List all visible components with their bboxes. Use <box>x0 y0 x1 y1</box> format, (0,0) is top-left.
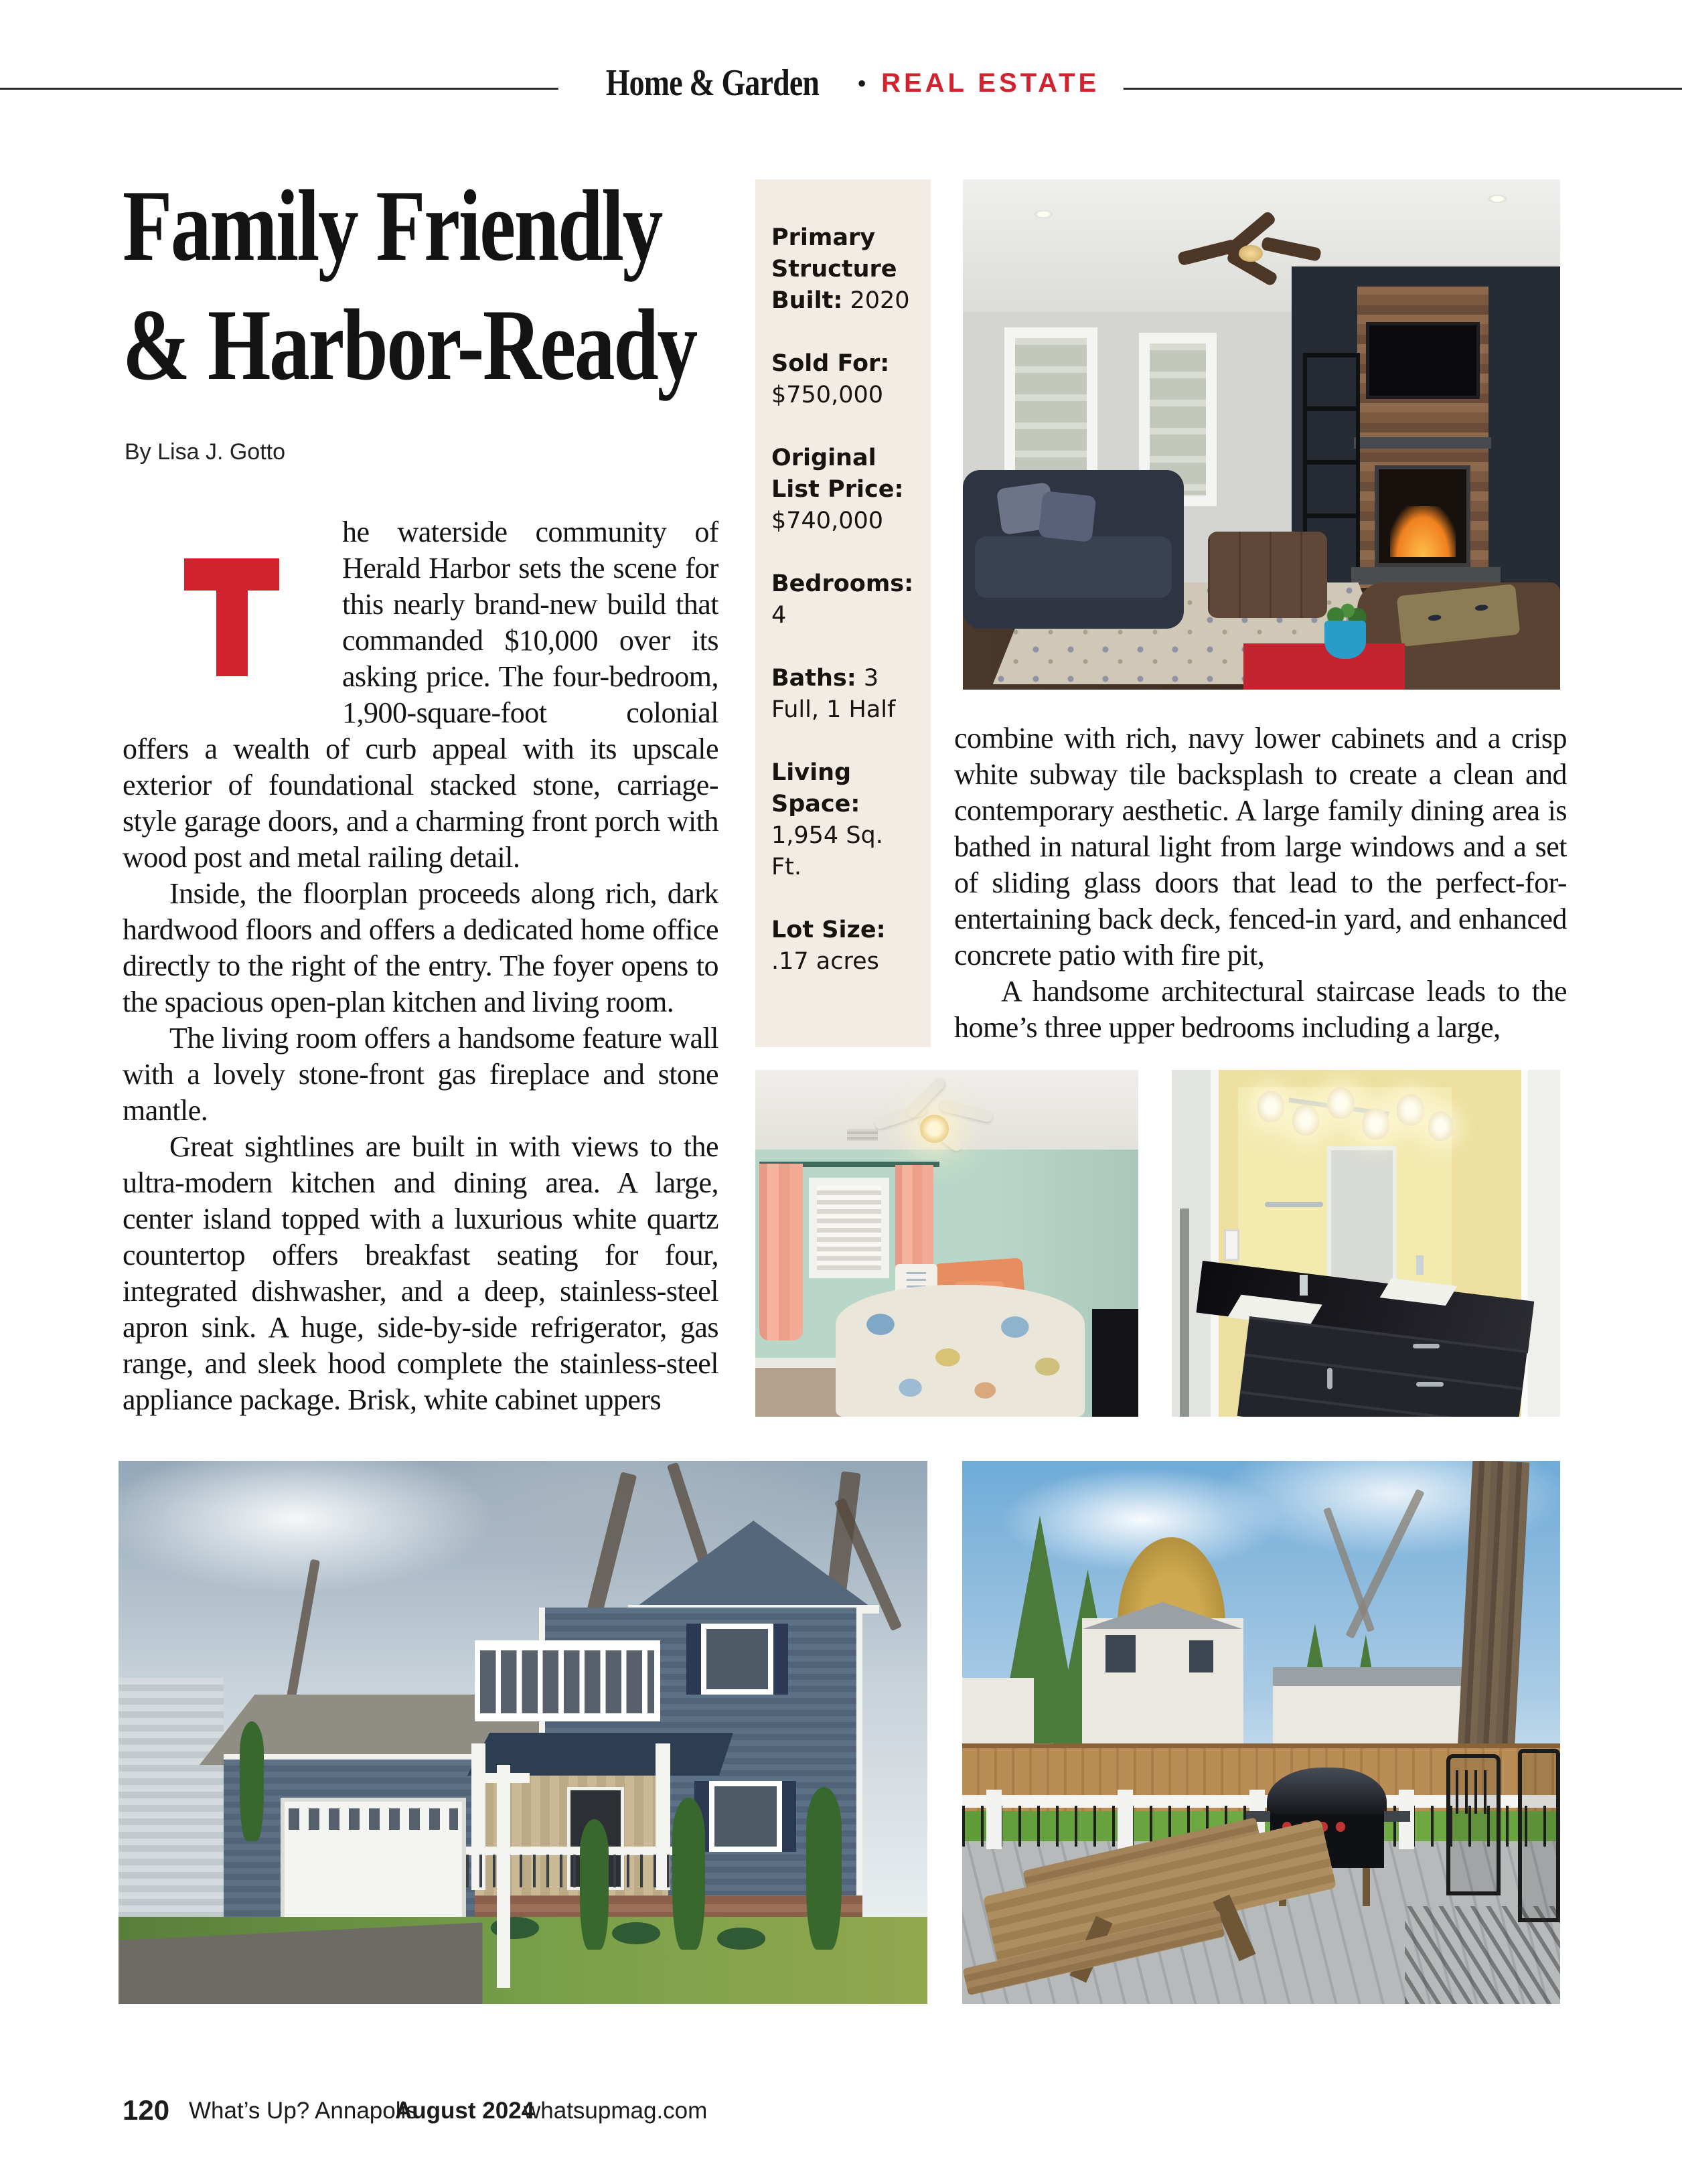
fire-glow <box>1390 506 1456 557</box>
grill-leg <box>1363 1868 1370 1906</box>
drawer-pull <box>1413 1344 1440 1348</box>
fan-light <box>1239 245 1263 262</box>
vanity-light <box>1257 1091 1285 1122</box>
bar-chair-back <box>1456 1770 1492 1814</box>
website: whatsupmag.com <box>524 2098 708 2124</box>
spec-lot-size: Lot Size: .17 acres <box>771 917 886 975</box>
bathroom-photo <box>1172 1070 1560 1417</box>
vanity-light <box>1292 1105 1320 1136</box>
tv <box>1366 322 1479 398</box>
sofa-cushion <box>975 536 1172 597</box>
vanity-light <box>1397 1094 1424 1125</box>
paragraph: Inside, the floorplan proceeds along rich, dark hardwood floors and offers a dedicated home office directly to the right of the entry. The foyer opens to the spacious open-plan kitchen and living room. <box>123 877 718 1018</box>
recessed-light <box>1488 195 1507 203</box>
door-pull <box>1327 1368 1332 1389</box>
living-room-photo <box>963 179 1560 690</box>
porch-roof <box>450 1733 733 1776</box>
header-rule-left <box>0 88 644 90</box>
backyard-deck-photo <box>962 1461 1560 2004</box>
house-exterior-photo <box>119 1461 927 2004</box>
issue-date: August 2024 <box>395 2098 535 2124</box>
grill-shelf <box>1384 1811 1410 1822</box>
vanity-light <box>1327 1087 1355 1119</box>
bed-floral-quilt <box>836 1285 1085 1417</box>
window <box>709 1781 782 1851</box>
baseboard <box>755 1358 840 1369</box>
category-label: REAL ESTATE <box>881 68 1100 98</box>
page-number: 120 <box>123 2094 170 2126</box>
towel-bar <box>1265 1202 1323 1207</box>
drop-cap <box>123 514 342 696</box>
evergreen <box>672 1798 704 1950</box>
door-frame-right <box>1521 1070 1560 1417</box>
separator-dot: • <box>857 68 867 98</box>
title-line-2: & Harbor-Ready <box>123 289 696 401</box>
window <box>701 1624 774 1694</box>
spec-baths: Baths: 3 Full, 1 Half <box>771 665 896 723</box>
evergreen <box>806 1787 842 1950</box>
shutter <box>782 1781 797 1851</box>
window-blinds <box>809 1178 889 1278</box>
faucet <box>1416 1255 1423 1274</box>
title-line-1: Family Friendly <box>123 169 662 282</box>
sign-post-arm <box>477 1773 529 1783</box>
garage-door-windows <box>289 1808 459 1830</box>
paragraph: The living room offers a handsome feature wall with a lovely stone-front gas fireplace and stone mantle. <box>123 1022 718 1127</box>
red-side-table <box>1243 643 1405 690</box>
carpet <box>755 1368 847 1417</box>
blue-flower-pot <box>1324 621 1366 659</box>
coral-curtain <box>759 1164 804 1340</box>
mirror-reflection-door <box>1327 1146 1397 1296</box>
section-title: Home & Garden <box>605 62 820 104</box>
body-column-right <box>954 720 1567 1082</box>
magazine-name: What’s Up? Annapolis <box>189 2098 418 2124</box>
paragraph: combine with rich, navy lower cabinets and a crisp white subway tile backsplash to create a clean and contemporary aesthetic. A large family dining area is bathed in natural light from large windows and a set of sliding glass doors that lead to the perfect-for-entertaining back deck, fenced-in yard, and enhanced concrete patio with fire pit, <box>954 722 1567 971</box>
dark-furniture <box>1092 1309 1138 1417</box>
evergreen <box>240 1721 264 1841</box>
background-house <box>1273 1678 1464 1748</box>
vanity-light <box>1362 1108 1389 1140</box>
background-window <box>1105 1635 1136 1673</box>
sign-post <box>497 1765 510 1988</box>
upper-window-band <box>475 1640 661 1722</box>
recessed-light <box>1035 210 1053 218</box>
spec-bedrooms: Bedrooms: 4 <box>771 570 914 629</box>
evergreen <box>580 1819 609 1950</box>
faucet <box>1300 1275 1308 1296</box>
spec-sold-for: Sold For: $750,000 <box>771 350 890 408</box>
mantel <box>1354 437 1491 449</box>
vanity-light <box>1428 1111 1454 1141</box>
header-rule-right <box>1053 88 1682 90</box>
air-vent <box>847 1129 878 1141</box>
spec-living-space: Living Space: 1,954 Sq. Ft. <box>771 759 883 880</box>
paragraph <box>123 514 718 876</box>
body-column-left <box>123 514 718 1431</box>
background-window <box>1189 1640 1213 1673</box>
fan-light <box>920 1115 949 1142</box>
pillow <box>1039 491 1097 542</box>
article-title <box>123 166 840 404</box>
background-house <box>962 1678 1034 1748</box>
shrub <box>717 1928 765 1949</box>
neighbor-house <box>119 1678 224 1928</box>
railing-post <box>986 1790 1002 1849</box>
shrub <box>612 1922 660 1944</box>
section-header <box>558 62 1124 104</box>
property-info-box <box>755 179 931 1047</box>
lattice-shadow <box>1405 1906 1560 2004</box>
background-roof <box>1273 1667 1464 1686</box>
light-switch <box>1224 1229 1239 1261</box>
spec-list-price: Original List Price: $740,000 <box>771 445 904 534</box>
ottoman <box>1208 532 1327 619</box>
bedroom-photo <box>755 1070 1138 1417</box>
byline: By Lisa J. Gotto <box>125 439 285 465</box>
shutter <box>773 1624 788 1694</box>
shutter <box>686 1624 701 1694</box>
paragraph: Great sightlines are built in with views to the ultra-modern kitchen and dining area. A large, center island topped with a luxurious white quartz countertop offers breakfast seating for four, integrated dishwasher, and a deep, stainless-steel apron sink. A huge, side-by-side refrigerator, gas range, and sleek hood complete the stainless-steel appliance package. Brisk, white cabinet uppers <box>123 1130 718 1416</box>
spec-built: Primary Structure Built: 2020 <box>771 224 910 314</box>
drawer-pull <box>1416 1382 1444 1387</box>
bar-table <box>1518 1749 1560 1923</box>
railing-post <box>1118 1790 1133 1849</box>
door-frame-left <box>1172 1070 1219 1417</box>
paragraph: A handsome architectural staircase leads to the home’s three upper bedrooms including a large, <box>954 975 1567 1044</box>
doorway <box>1180 1208 1189 1417</box>
paragraph-text: he waterside community of Herald Harbor sets the scene for this nearly brand-new build that commanded $10,000 over its asking price. The four-bedroom, 1,900-square-foot colonial offers a wealth of curb appeal with its upscale exterior of foundational stacked stone, carriage-style garage doors, and a charming front porch with wood post and metal railing detail. <box>123 516 718 874</box>
